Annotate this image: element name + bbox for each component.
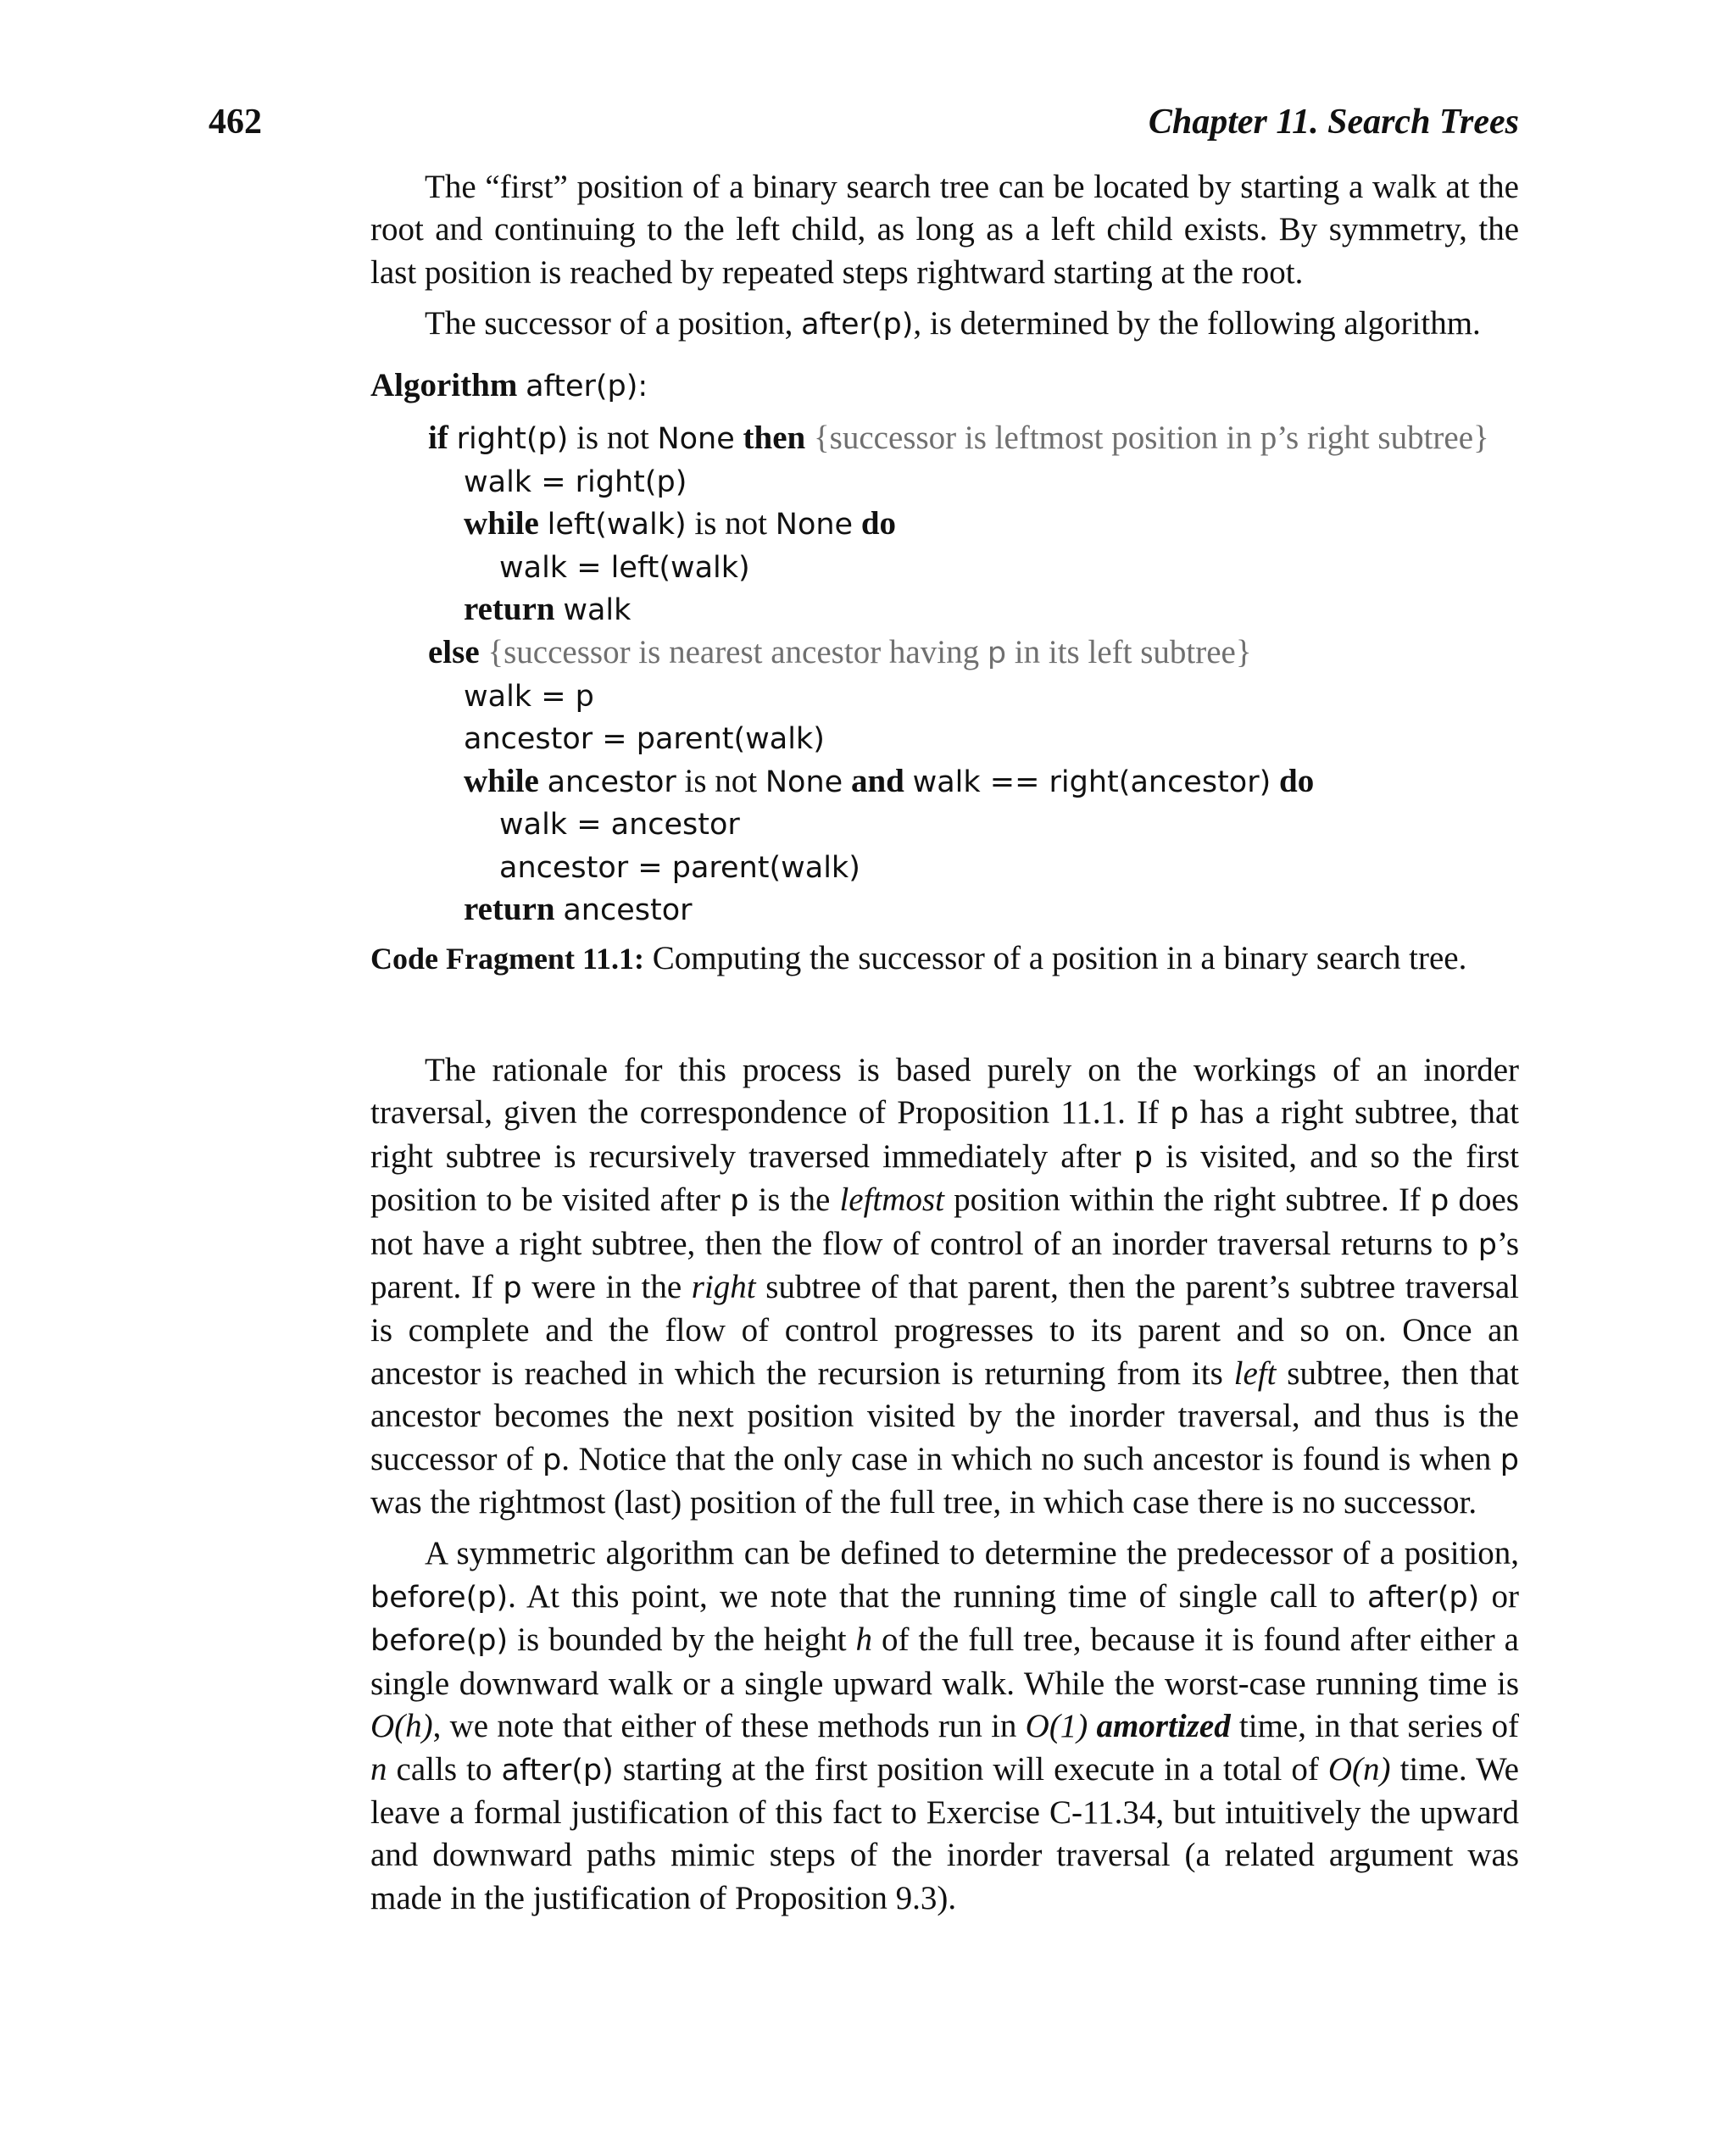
code-fragment-caption xyxy=(370,937,1519,980)
algorithm-signature: after(p): xyxy=(526,370,648,403)
code-line: while left(walk) is not None do xyxy=(464,505,897,542)
code-line: walk = left(walk) xyxy=(499,551,750,585)
algorithm-label: Algorithm xyxy=(370,367,518,403)
caption-label: Code Fragment 11.1: xyxy=(370,942,644,976)
paragraph-rationale: The rationale for this process is based purely on the workings of an inorder traversal, given the correspondence of Proposition 11.1. If p has a right subtree, that right subtree is recursively traversed immediately after p is visited, and so the first position to be visited after p is the leftmost position within the right subtree. If p does not have a right subtree, then the flow of control of an inorder traversal returns to p’s parent. If p were in the right subtree of that parent, then the parent’s subtree traversal is complete and the flow of control progresses to its parent and so on. Once an ancestor is reached in which the recursion is returning from its left subtree, then that ancestor becomes the next position visited by the inorder traversal, and thus is the successor of p. Notice that the only case in which no such ancestor is found is when p was the rightmost (last) position of the full tree, in which case there is no successor. xyxy=(370,1052,1520,1521)
code-comment: {successor is leftmost position in p’s right subtree} xyxy=(813,420,1489,456)
code-line: walk = right(p) xyxy=(464,465,687,499)
page-number: 462 xyxy=(209,103,262,142)
code-line: if right(p) is not None then {successor is leftmost position in p’s right subtree} xyxy=(428,420,1489,456)
code-line: while ancestor is not None and walk == right(ancestor) do xyxy=(464,763,1315,799)
code-line: else {successor is nearest ancestor having p in its left subtree} xyxy=(428,634,1252,670)
paragraph-predecessor: A symmetric algorithm can be defined to determine the predecessor of a position, before(p). At this point, we note that the running time of single call to after(p) or before(p) is bounded by the height h of the full tree, because it is found after either a single downward walk or a single upward walk. While the worst-case running time is O(h), we note that either of these methods run in O(1) amortized time, in that series of n calls to after(p) starting at the first position will execute in a total of O(n) time. We leave a formal justification of this fact to Exercise C-11.34, but intuitively the upward and downward paths mimic steps of the inorder traversal (a related argument was made in the justification of Proposition 9.3). xyxy=(370,1535,1520,1916)
code-line: return ancestor xyxy=(464,891,693,927)
intro-section xyxy=(370,166,1519,347)
caption-text: Computing the successor of a position in a binary search tree. xyxy=(652,940,1467,976)
code-line: return walk xyxy=(464,591,632,627)
inline-code: after(p) xyxy=(801,308,914,342)
code-line: ancestor = parent(walk) xyxy=(499,851,860,885)
paragraph-successor-intro: The successor of a position, after(p), is determined by the following algorithm. xyxy=(425,305,1481,342)
chapter-title: Chapter 11. Search Trees xyxy=(1148,103,1519,142)
code-comment: {successor is nearest ancestor having p in its left subtree} xyxy=(487,634,1252,670)
code-line: ancestor = parent(walk) xyxy=(464,722,825,756)
paragraph-first-last: The “first” position of a binary search tree can be located by starting a walk at the root and continuing to the left child, as long as a left child exists. By symmetry, the last position is reached by repeated steps rightward starting at the root. xyxy=(370,169,1519,291)
discussion-section xyxy=(370,1049,1519,1920)
code-line: walk = ancestor xyxy=(499,808,740,842)
algorithm-title xyxy=(370,364,648,408)
code-line: walk = p xyxy=(464,680,594,714)
